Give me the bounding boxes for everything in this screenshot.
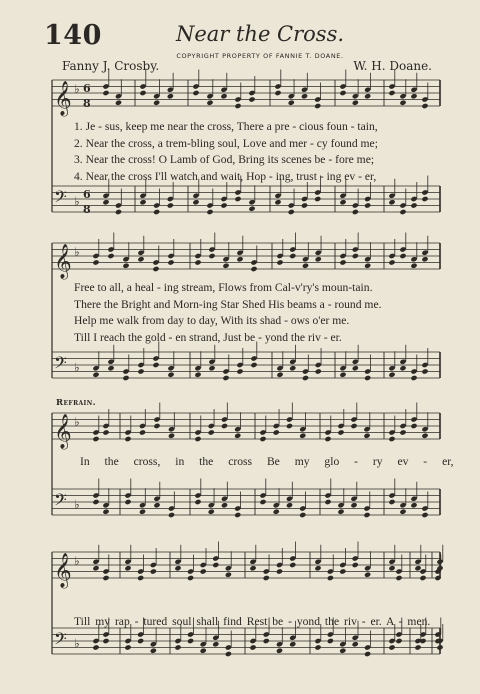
note-head [206,209,213,215]
note-head [208,365,215,371]
note-head [249,644,256,650]
note-head [414,565,421,571]
note-head [352,641,359,647]
note-head [150,648,157,654]
note-head [388,644,395,650]
note-head [410,202,417,208]
flat-sign-icon: ♭ [74,497,80,512]
note-head [410,93,417,99]
note-head [315,368,322,374]
time-signature-bottom: 8 [83,97,91,110]
note-head [274,90,281,96]
note-head [92,436,99,442]
note-head [102,638,109,644]
note-head [302,263,309,269]
composer-credit: W. H. Doane. [353,59,432,73]
verse-1-line: Free to all, a heal - ing stream, Flows from Cal-v'ry's moun-tain. [74,281,373,294]
note-head [324,499,331,505]
note-head [206,100,213,106]
note-head [352,209,359,215]
note-head [289,641,296,647]
note-head [194,436,201,442]
note-head [122,263,129,269]
note-head [339,372,346,378]
note-head [102,90,109,96]
note-head [314,565,321,571]
note-head [168,433,175,439]
note-head [153,502,160,508]
note-head [92,644,99,650]
note-head [364,572,371,578]
note-head [364,651,371,657]
note-head [288,209,295,215]
note-head [92,372,99,378]
note-head [236,368,243,374]
lyricist-credit: Fanny J. Crosby. [62,59,160,73]
note-head [352,253,359,259]
note-head [273,429,280,435]
treble-clef-icon: 𝄞 [54,553,72,588]
note-head [234,196,241,202]
bass-clef-icon: 𝄢 [54,186,67,211]
note-head [421,433,428,439]
note-head [352,562,359,568]
note-head [153,209,160,215]
refrain-final-line: Till my rap - tured soul shall find Rest be - yond the riv - er. A - men. [74,615,431,628]
note-head [249,565,256,571]
note-head [137,638,144,644]
note-head [236,256,243,262]
note-head [414,644,421,650]
note-head [421,512,428,518]
verse-3-line: Help me walk from day to day, With its shad - ows o'er me. [74,314,350,327]
note-head [352,100,359,106]
bass-clef-icon: 𝄢 [54,352,67,377]
note-head [364,375,371,381]
note-head [139,199,146,205]
note-head [167,259,174,265]
note-head [234,103,241,109]
note-head [314,196,321,202]
note-head [276,568,283,574]
note-head [274,199,281,205]
note-head [388,499,395,505]
note-head [187,638,194,644]
note-head [421,256,428,262]
note-head [92,259,99,265]
note-head [208,509,215,515]
note-head [410,375,417,381]
note-head [363,512,370,518]
note-head [263,638,270,644]
note-head [314,103,321,109]
note-head [399,429,406,435]
note-head [324,436,331,442]
note-head [174,644,181,650]
note-head [314,644,321,650]
note-head [388,372,395,378]
time-signature-bottom: 8 [83,203,91,216]
note-head [299,433,306,439]
note-head [153,100,160,106]
note-head [399,209,406,215]
copyright-notice: COPYRIGHT PROPERTY OF FANNIE T. DOANE. [176,52,344,60]
note-head [350,502,357,508]
note-head [102,575,109,581]
note-head [248,206,255,212]
note-head [259,499,266,505]
note-head [137,368,144,374]
note-head [153,423,160,429]
note-head [107,253,114,259]
note-head [339,568,346,574]
note-head [221,423,228,429]
note-head [327,575,334,581]
note-head [364,93,371,99]
note-head [124,644,131,650]
bass-clef-icon: 𝄢 [54,628,67,653]
note-head [399,509,406,515]
treble-clef-icon: 𝄞 [54,414,72,449]
note-head [150,568,157,574]
flat-sign-icon: ♭ [74,415,80,429]
note-head [192,90,199,96]
note-head [137,575,144,581]
flat-sign-icon: ♭ [74,82,80,96]
verse-3-line: 3. Near the cross! O Lamb of God, Bring its scenes be - fore me; [74,153,375,166]
note-head [289,253,296,259]
note-head [388,90,395,96]
note-head [364,263,371,269]
note-head [168,512,175,518]
note-head [102,199,109,205]
note-head [208,429,215,435]
note-head [234,512,241,518]
note-head [137,256,144,262]
note-head [194,499,201,505]
refrain-label: Refrain. [56,398,96,408]
note-head [399,365,406,371]
note-head [289,365,296,371]
note-head [194,259,201,265]
note-head [225,651,232,657]
note-head [124,436,131,442]
note-head [122,375,129,381]
note-head [410,263,417,269]
note-head [315,256,322,262]
note-head [102,429,109,435]
note-head [115,100,122,106]
note-head [339,648,346,654]
note-head [276,259,283,265]
flat-sign-icon: ♭ [74,245,80,259]
note-head [167,93,174,99]
note-head [259,436,266,442]
note-head [139,509,146,515]
hymn-title: Near the Cross. [175,22,345,46]
treble-clef-icon: 𝄞 [54,244,72,279]
note-head [124,565,131,571]
flat-sign-icon: ♭ [74,636,80,651]
note-head [234,433,241,439]
note-head [301,93,308,99]
hymn-number: 140 [44,20,102,51]
note-head [107,365,114,371]
note-head [273,509,280,515]
note-head [208,253,215,259]
note-head [276,372,283,378]
note-head [301,202,308,208]
note-head [302,375,309,381]
note-head [174,565,181,571]
note-head [286,423,293,429]
note-head [248,96,255,102]
note-head [250,266,257,272]
note-head [194,372,201,378]
note-head [167,372,174,378]
note-head [299,512,306,518]
verse-2-line: There the Bright and Morn-ing Star Shed His beams a - round me. [74,298,382,311]
note-head [337,429,344,435]
note-head [288,100,295,106]
note-head [250,362,257,368]
note-head [436,644,443,650]
note-head [399,253,406,259]
note-head [220,202,227,208]
note-head [276,648,283,654]
note-head [222,263,229,269]
note-head [363,433,370,439]
note-head [364,202,371,208]
note-head [337,509,344,515]
note-head [350,423,357,429]
note-head [139,429,146,435]
time-signature-top: 6 [83,188,91,201]
note-head [395,638,402,644]
note-head [289,562,296,568]
note-head [399,100,406,106]
note-head [421,196,428,202]
note-head [92,499,99,505]
note-head [212,641,219,647]
verse-1-line: 1. Je - sus, keep me near the cross, There a pre - cious foun - tain, [74,120,378,133]
note-head [92,565,99,571]
note-head [352,365,359,371]
note-head [263,575,270,581]
refrain-line: In the cross, in the cross Be my glo - ry ev - er, [80,455,454,468]
treble-clef-icon: 𝄞 [54,81,72,116]
note-head [410,502,417,508]
bass-clef-icon: 𝄢 [54,489,67,514]
time-signature-top: 6 [83,82,91,95]
flat-sign-icon: ♭ [74,360,80,375]
note-head [421,368,428,374]
note-head [152,266,159,272]
note-head [102,509,109,515]
note-head [339,199,346,205]
verse-4-line: 4. Near the cross I'll watch and wait, Hop - ing, trust - ing ev - er, [74,170,377,183]
note-head [339,90,346,96]
note-head [167,202,174,208]
note-head [410,423,417,429]
note-head [388,436,395,442]
note-head [225,572,232,578]
note-head [286,502,293,508]
note-head [139,90,146,96]
flat-sign-icon: ♭ [74,554,80,568]
note-head [388,199,395,205]
note-head [419,575,426,581]
note-head [200,648,207,654]
note-head [124,499,131,505]
note-head [115,209,122,215]
note-head [388,565,395,571]
note-head [395,575,402,581]
note-head [187,575,194,581]
note-head [221,502,228,508]
note-head [152,362,159,368]
note-head [222,375,229,381]
note-head [220,93,227,99]
note-head [339,259,346,265]
flat-sign-icon: ♭ [74,194,80,209]
verse-4-line: Till I reach the gold - en strand, Just be - yond the riv - er. [74,331,342,344]
note-head [327,638,334,644]
note-head [421,103,428,109]
note-head [200,568,207,574]
note-head [388,259,395,265]
note-head [212,562,219,568]
note-head [192,199,199,205]
verse-2-line: 2. Near the cross, a trem-bling soul, Love and mer - cy found me; [74,137,378,150]
